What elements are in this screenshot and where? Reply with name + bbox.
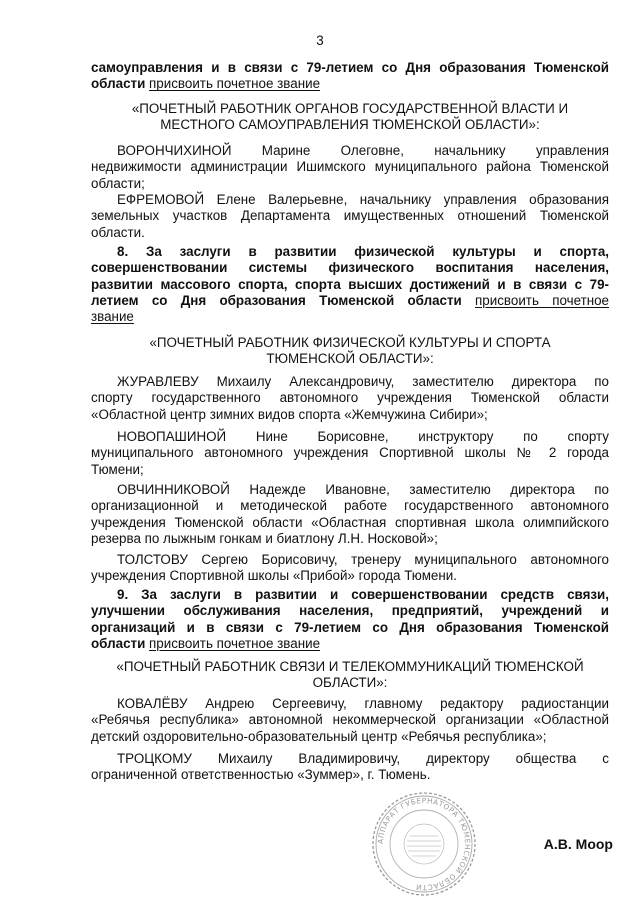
- signature: А.В. Моор: [543, 836, 613, 852]
- nominee-paragraph: [91, 192, 609, 241]
- text-line: ТРОЦКОМУ Михаилу Владимировичу, директору общества с: [117, 751, 609, 766]
- nominee-paragraph: [91, 429, 609, 478]
- text-line: 8. За заслуги в развитии физической культуры и спорта,: [117, 244, 609, 259]
- bold-text: летием со Дня образования Тюменской области: [91, 292, 462, 308]
- text-line: самоуправления и в связи с 79-летием со Дня образования Тюменской: [91, 60, 609, 75]
- text-line: [91, 76, 609, 92]
- bold-text: области: [91, 635, 146, 651]
- bold-text: области: [91, 76, 146, 92]
- text-line: земельных участков Департамента имущественных отношений Тюменской: [91, 208, 609, 224]
- title-line: «ПОЧЕТНЫЙ РАБОТНИК ОРГАНОВ ГОСУДАРСТВЕННОЙ ВЛАСТИ И: [131, 101, 569, 116]
- text-line: [91, 293, 609, 309]
- nominee-paragraph: [91, 751, 609, 784]
- text-line: [91, 636, 609, 652]
- text-line: 9. За заслуги в развитии и совершенствовании средств связи,: [117, 587, 609, 602]
- underlined-text: присвоить почетное звание: [149, 76, 321, 92]
- award-title: [91, 335, 609, 368]
- text-line: муниципального автономного учреждения Спортивной школы № 2 города: [91, 445, 609, 461]
- text-line: детский оздоровительно-образовательный центр «Ребячья республика»;: [91, 728, 547, 744]
- text-line: «Областной центр зимних видов спорта «Жемчужина Сибири»;: [91, 406, 488, 422]
- title-line: «ПОЧЕТНЫЙ РАБОТНИК СВЯЗИ И ТЕЛЕКОММУНИКАЦИЙ ТЮМЕНСКОЙ: [116, 659, 584, 674]
- nominee-paragraph: [91, 143, 609, 192]
- nominee-paragraph: [91, 482, 609, 547]
- text-line: Тюмени;: [91, 461, 144, 477]
- underlined-text: звание: [91, 309, 134, 325]
- page-number: 3: [316, 33, 324, 48]
- text-line: учреждения Спортивной школы «Прибой» города Тюмени.: [91, 568, 457, 584]
- text-line: учреждения Тюменской области «Областная спортивная школа олимпийского: [91, 514, 609, 530]
- bold-paragraph-item-8: [91, 244, 609, 325]
- text-line: ЕФРЕМОВОЙ Елене Валерьевне, начальнику управления образования: [117, 192, 609, 207]
- award-title: [91, 659, 609, 692]
- text-line: НОВОПАШИНОЙ Нине Борисовне, инструктору по спорту: [117, 429, 609, 444]
- title-line: «ПОЧЕТНЫЙ РАБОТНИК ФИЗИЧЕСКОЙ КУЛЬТУРЫ И СПОРТА: [149, 335, 551, 350]
- title-line: ТЮМЕНСКОЙ ОБЛАСТИ»:: [266, 351, 434, 367]
- text-line: организационной и методической работе государственного автономного: [91, 498, 609, 514]
- text-line: резерва по лыжным гонкам и биатлону Л.Н. Носковой»;: [91, 530, 438, 546]
- bold-paragraph-7-end: [91, 60, 609, 93]
- underlined-text: присвоить почетное звание: [149, 635, 321, 651]
- title-line: ОБЛАСТИ»:: [312, 675, 388, 691]
- text-line: ЖУРАВЛЕВУ Михаилу Александровичу, заместителю директора по: [117, 374, 609, 389]
- text-line: ограниченной ответственностью «Зуммер», г. Тюмень.: [91, 767, 431, 783]
- text-line: ВОРОНЧИХИНОЙ Марине Олеговне, начальнику управления: [117, 143, 609, 158]
- text-line: совершенствовании системы физического воспитания населения,: [91, 260, 609, 276]
- text-line: организаций и в связи с 79-летием со Дня образования Тюменской: [91, 619, 609, 635]
- text-line: «Ребячья республика» автономной некоммерческой организации «Областной: [91, 712, 609, 728]
- bold-paragraph-item-9: [91, 587, 609, 652]
- text-line: ОВЧИННИКОВОЙ Надежде Ивановне, заместителю директора по: [117, 482, 609, 497]
- svg-text:АППАРАТ ГУБЕРНАТОРА ТЮМЕНСКОЙ: АППАРАТ ГУБЕРНАТОРА ТЮМЕНСКОЙ ОБЛАСТИ: [375, 795, 473, 893]
- nominee-paragraph: [91, 552, 609, 585]
- award-title: [91, 101, 609, 134]
- nominee-paragraph: [91, 696, 609, 745]
- text-line: области;: [91, 175, 145, 191]
- nominee-paragraph: [91, 374, 609, 423]
- seal-stamp: [370, 790, 478, 898]
- underlined-text: присвоить почетное: [475, 292, 609, 308]
- text-line: [91, 309, 609, 325]
- text-line: ТОЛСТОВУ Сергею Борисовичу, тренеру муниципального автономного: [117, 552, 609, 567]
- text-line: улучшении обслуживания населения, предприятий, учреждений и: [91, 603, 609, 619]
- text-line: спорту государственного автономного учреждения Тюменской области: [91, 390, 609, 406]
- text-line: недвижимости администрации Ишимского муниципального района Тюменской: [91, 159, 609, 175]
- text-line: КОВАЛЁВУ Андрею Сергеевичу, главному редактору радиостанции: [117, 696, 609, 711]
- text-line: развитии массового спорта, спорта высших достижений и в связи с 79-: [91, 276, 609, 292]
- title-line: МЕСТНОГО САМОУПРАВЛЕНИЯ ТЮМЕНСКОЙ ОБЛАСТИ»:: [160, 117, 540, 133]
- text-line: области.: [91, 224, 145, 240]
